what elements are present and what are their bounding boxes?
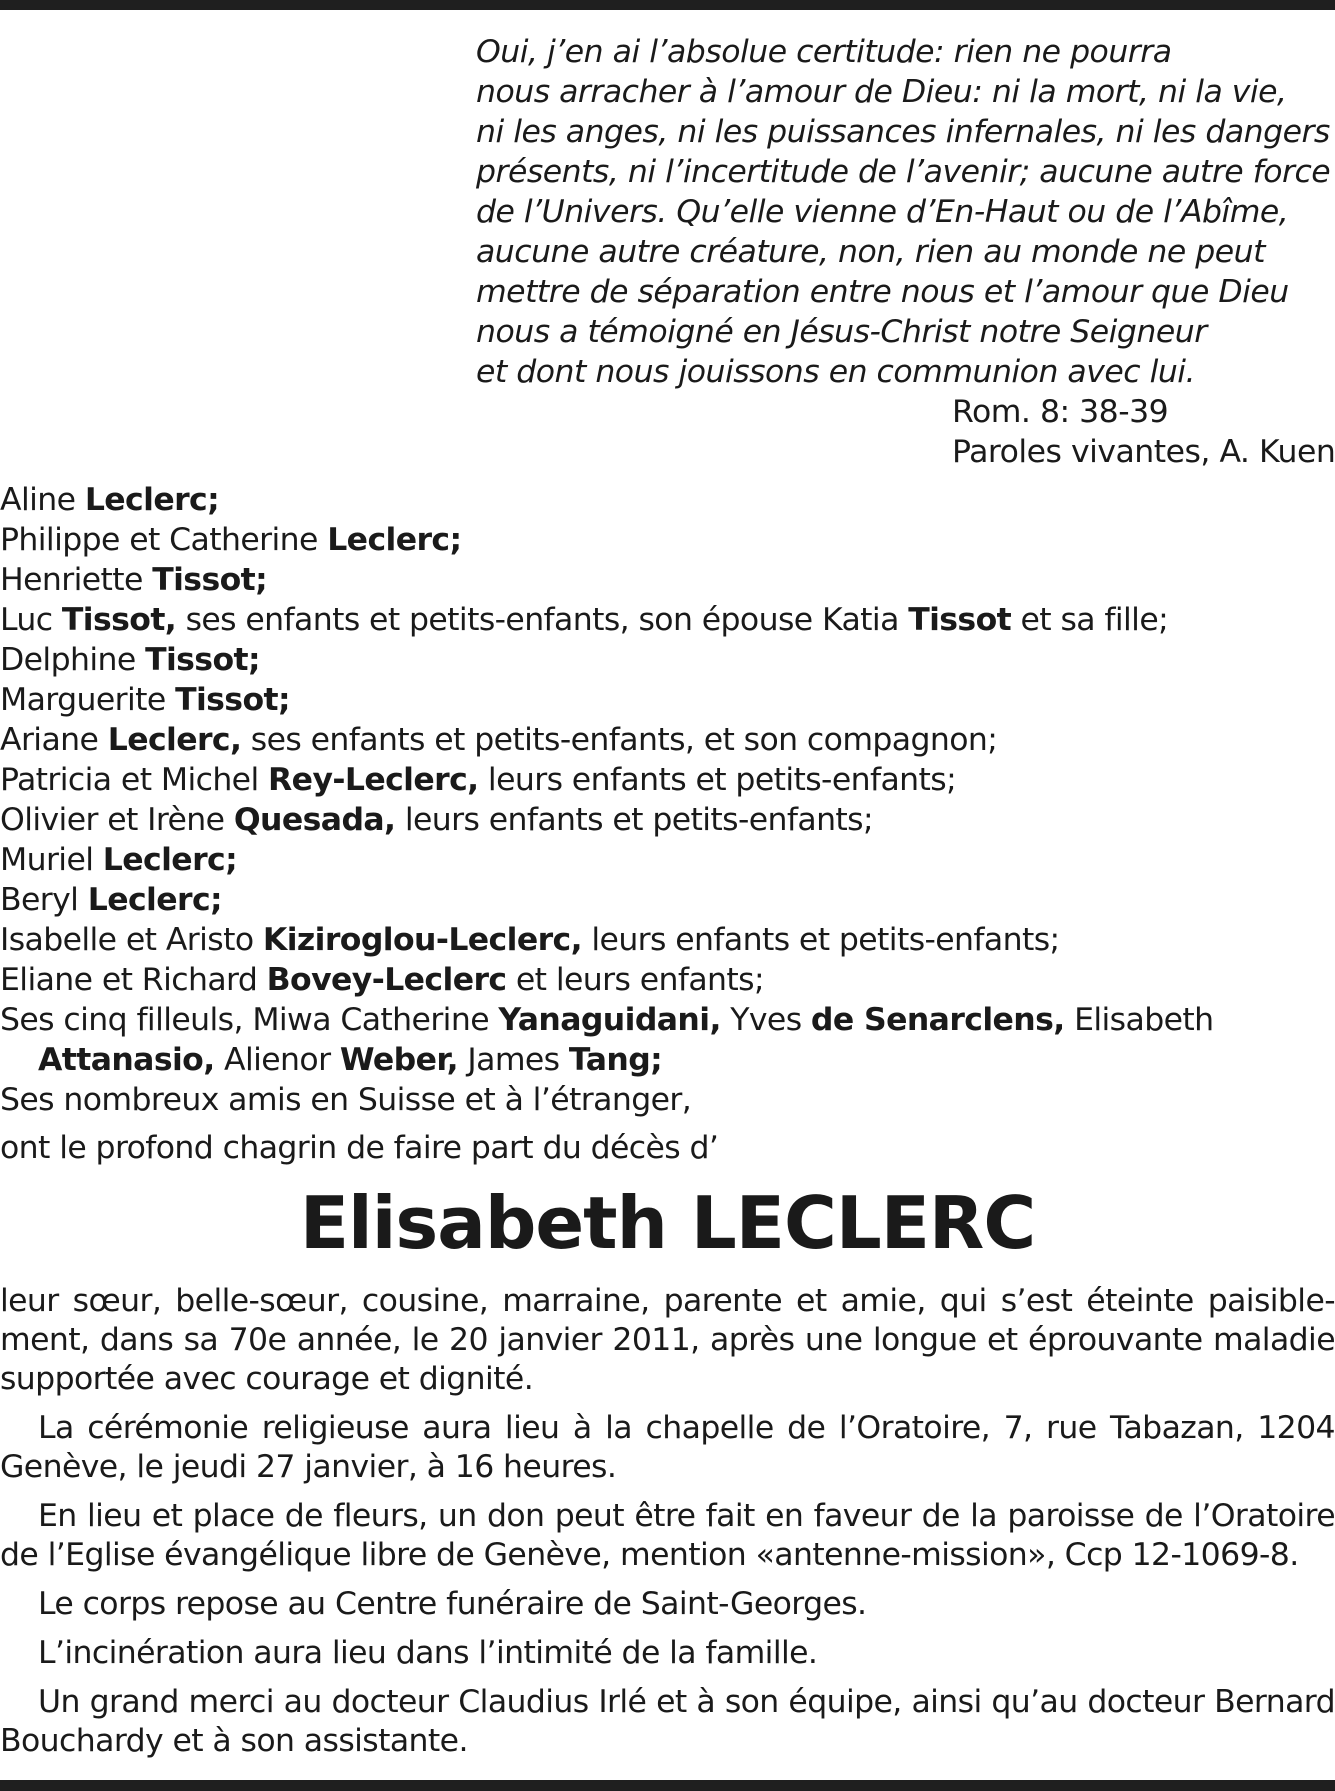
godchild-first-name: Alienor: [214, 1042, 340, 1078]
quote-line: Oui, j’en ai l’absolue certitude: rien ne pourra: [476, 34, 1172, 70]
mourner-first-names: Muriel: [0, 842, 103, 878]
mourner-first-names: Beryl: [0, 882, 88, 918]
godchild-first-name: James: [458, 1042, 569, 1078]
mourner-line: [0, 640, 1335, 680]
mourner-line: [0, 840, 1335, 880]
mourner-first-names: Henriette: [0, 562, 153, 598]
mourner-surname: Tissot;: [175, 682, 290, 718]
mourner-line: [0, 880, 1335, 920]
mourners-list: [0, 480, 1335, 1168]
mourner-surname: Tissot: [908, 602, 1012, 638]
mourner-first-names: Patricia et Michel: [0, 762, 269, 798]
godchild-surname: Weber,: [339, 1042, 459, 1078]
mourner-line: [0, 560, 1335, 600]
quote-line: aucune autre créature, non, rien au monde ne peut: [476, 234, 1265, 270]
verse-reference: Rom. 8: 38-39: [952, 394, 1169, 430]
quote-line: et dont nous jouissons en communion avec lui.: [476, 354, 1196, 390]
godchild-first-name: Elisabeth: [1064, 1002, 1214, 1038]
cremation-paragraph: L’incinération aura lieu dans l’intimité de la famille.: [38, 1635, 818, 1671]
mourner-line: [0, 600, 1335, 640]
relationship-paragraph: leur sœur, belle-sœur, cousine, marraine, parente et amie, qui s’est éteinte paisible-ment, dans sa 70e année, le 20 janvier 2011, après une longue et éprouvante maladie supportée avec courage et dignité.: [0, 1283, 1335, 1397]
mourner-surname: Leclerc;: [327, 522, 462, 558]
ceremony-paragraph: La cérémonie religieuse aura lieu à la chapelle de l’Oratoire, 7, rue Tabazan, 1204 Genève, le jeudi 27 janvier, à 16 heures.: [0, 1410, 1335, 1485]
top-border-rule: [0, 0, 1335, 10]
mourner-first-names: Isabelle et Aristo: [0, 922, 263, 958]
mourner-first-names: Luc: [0, 602, 62, 638]
mourner-surname: Leclerc;: [102, 842, 238, 878]
mourner-first-names: Aline: [0, 482, 85, 518]
mourner-line: [0, 960, 1335, 1000]
mourner-relation: leurs enfants et petits-enfants;: [395, 802, 874, 838]
mourner-relation: leurs enfants et petits-enfants;: [478, 762, 957, 798]
mourner-line: [0, 920, 1335, 960]
announcement-line: ont le profond chagrin de faire part du décès d’: [0, 1130, 719, 1166]
quote-line: nous a témoigné en Jésus-Christ notre Seigneur: [476, 314, 1207, 350]
quote-reference: [952, 392, 1335, 472]
mourner-line: [0, 520, 1335, 560]
mourner-relation: ses enfants et petits-enfants, et son compagnon;: [241, 722, 998, 758]
mourner-surname: Rey-Leclerc,: [268, 762, 479, 798]
mourner-relation: leurs enfants et petits-enfants;: [581, 922, 1060, 958]
quote-line: nous arracher à l’amour de Dieu: ni la mort, ni la vie,: [476, 74, 1287, 110]
deceased-name: Elisabeth LECLERC: [299, 1181, 1036, 1265]
mourner-first-names: Olivier et Irène: [0, 802, 234, 838]
mourner-surname: Tissot;: [145, 642, 260, 678]
mourner-line: [0, 680, 1335, 720]
quote-line: de l’Univers. Qu’elle vienne d’En-Haut ou de l’Abîme,: [476, 194, 1289, 230]
funeral-home-paragraph: Le corps repose au Centre funéraire de Saint-Georges.: [38, 1586, 867, 1622]
friends-line: Ses nombreux amis en Suisse et à l’étranger,: [0, 1082, 692, 1118]
mourner-first-names: Ariane: [0, 722, 108, 758]
godchildren-line: [0, 1000, 1335, 1080]
mourner-relation: et leurs enfants;: [506, 962, 764, 998]
mourner-surname: Tissot;: [152, 562, 268, 598]
mourner-line: [0, 760, 1335, 800]
mourner-first-names: Eliane et Richard: [0, 962, 267, 998]
godchildren-intro: Ses cinq filleuls, Miwa Catherine: [0, 1002, 499, 1038]
mourner-first-names: Marguerite: [0, 682, 176, 718]
mourner-relation: ses enfants et petits-enfants, son épouse Katia: [176, 602, 909, 638]
mourner-line: [0, 800, 1335, 840]
mourner-surname: Leclerc;: [84, 482, 220, 518]
translation-source: Paroles vivantes, A. Kuen: [952, 434, 1335, 470]
quote-line: mettre de séparation entre nous et l’amour que Dieu: [476, 274, 1289, 310]
bible-quote: [476, 32, 1331, 392]
mourner-line: [0, 720, 1335, 760]
godchild-surname: Tang;: [568, 1042, 663, 1078]
thanks-paragraph: Un grand merci au docteur Claudius Irlé et à son équipe, ainsi qu’au docteur Bernard Bouchardy et à son assistante.: [0, 1684, 1335, 1759]
mourner-surname: Leclerc;: [87, 882, 223, 918]
godchild-surname: de Senarclens,: [810, 1002, 1065, 1038]
mourner-line: [0, 480, 1335, 520]
bottom-border-rule: [0, 1780, 1335, 1791]
godchild-surname: Yanaguidani,: [498, 1002, 721, 1038]
mourner-surname: Tissot,: [61, 602, 177, 638]
notice-body: [0, 1282, 1335, 1761]
godchild-surname: Attanasio,: [38, 1042, 215, 1078]
mourner-surname: Kiziroglou-Leclerc,: [262, 922, 582, 958]
quote-line: présents, ni l’incertitude de l’avenir; aucune autre force: [476, 154, 1331, 190]
mourner-surname: Leclerc,: [107, 722, 242, 758]
mourner-relation: et sa fille;: [1011, 602, 1169, 638]
donation-paragraph: En lieu et place de fleurs, un don peut être fait en faveur de la paroisse de l’Oratoire de l’Eglise évangélique libre de Genève, mention «antenne-mission», Ccp 12-1069-8.: [0, 1498, 1335, 1573]
godchild-first-name: Yves: [720, 1002, 811, 1038]
mourner-surname: Bovey-Leclerc: [266, 962, 507, 998]
mourner-first-names: Delphine: [0, 642, 146, 678]
quote-line: ni les anges, ni les puissances infernales, ni les dangers: [476, 114, 1330, 150]
mourner-surname: Quesada,: [233, 802, 396, 838]
mourner-first-names: Philippe et Catherine: [0, 522, 328, 558]
